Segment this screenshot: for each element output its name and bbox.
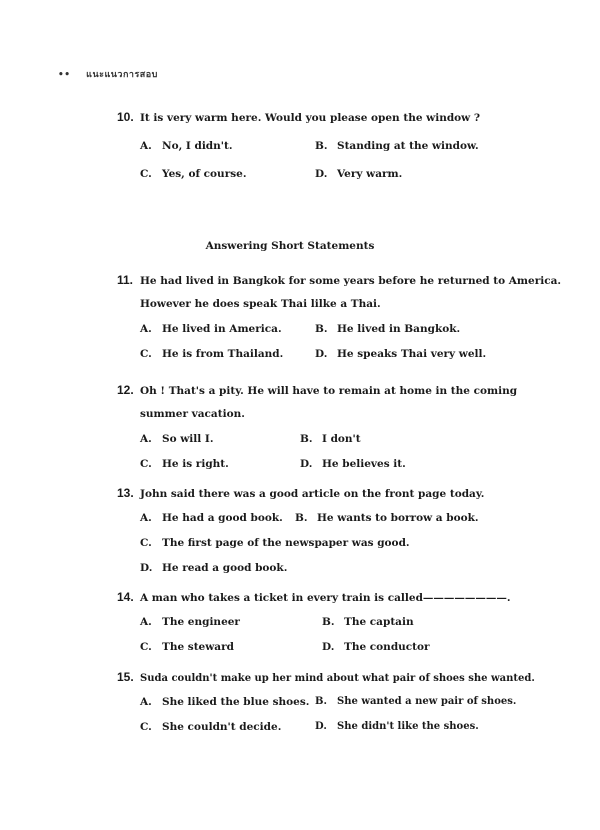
option-letter: D. [322,641,335,653]
option-d [140,562,287,574]
option-text: The conductor [344,641,430,653]
option-text: The first page of the newspaper was good. [162,537,410,549]
option-letter: A. [140,433,152,445]
option-b [322,616,414,628]
option-letter: B. [315,140,328,152]
option-letter: A. [140,512,152,524]
question-13 [117,486,484,500]
option-text: He is from Thailand. [162,348,284,360]
question-number: 13. [117,486,134,500]
option-b [315,140,479,152]
option-text: Yes, of course. [162,168,247,180]
question-text-continued: However he does speak Thai lilke a Thai. [140,298,381,310]
question-text: John said there was a good article on the front page today. [140,488,485,500]
question-12 [117,383,517,397]
option-d [322,641,430,653]
option-letter: B. [315,696,327,707]
option-c [140,721,281,733]
option-text: She didn't like the shoes. [337,721,479,732]
option-text: She liked the blue shoes. [162,696,310,708]
question-text: He had lived in Bangkok for some years before he returned to America. [140,275,562,287]
option-text: She wanted a new pair of shoes. [337,696,517,707]
option-letter: C. [140,537,152,549]
question-text: It is very warm here. Would you please open the window ? [140,112,481,124]
question-11 [117,273,561,287]
option-c [140,537,410,549]
question-number: 14. [117,590,134,604]
option-text: He lived in America. [162,323,282,335]
option-text: The steward [162,641,234,653]
section-title-text: Answering Short Statements [205,240,375,252]
question-text: Suda couldn't make up her mind about what pair of shoes she wanted. [140,673,535,684]
option-letter: D. [140,562,153,574]
option-letter: B. [295,512,308,524]
option-letter: B. [300,433,313,445]
option-text: He wants to borrow a book. [317,512,479,524]
option-text: He believes it. [322,458,406,470]
option-a [140,616,240,628]
option-text: I don't [322,433,361,445]
option-a [140,512,283,524]
option-text: He had a good book. [162,512,283,524]
option-a [140,696,309,708]
option-letter: D. [315,168,328,180]
option-letter: B. [315,323,328,335]
question-text: Oh ! That's a pity. He will have to remain at home in the coming [140,385,518,397]
option-letter: D. [315,348,328,360]
option-letter: D. [300,458,313,470]
option-text: No, I didn't. [162,140,233,152]
option-a [140,323,282,335]
question-10 [117,110,480,124]
option-letter: C. [140,641,152,653]
option-text: He read a good book. [162,562,288,574]
option-d [315,168,402,180]
option-letter: B. [322,616,335,628]
option-c [140,458,229,470]
option-text: So will I. [162,433,214,445]
option-b [315,696,516,707]
option-d [315,348,486,360]
option-c [140,348,283,360]
option-c [140,641,234,653]
question-text-continued: summer vacation. [140,408,245,420]
option-text: She couldn't decide. [162,721,282,733]
option-letter: C. [140,168,152,180]
question-14 [117,590,511,604]
option-c [140,168,246,180]
option-letter: C. [140,348,152,360]
question-number: 11. [117,273,134,287]
option-letter: A. [140,323,152,335]
option-text: The engineer [162,616,240,628]
question-15 [117,670,535,684]
header-title: แนะแนวการสอบ [86,70,158,80]
option-letter: A. [140,696,152,708]
option-d [315,721,479,732]
question-number: 15. [117,670,134,684]
question-number: 10. [117,110,134,124]
question-number: 12. [117,383,134,397]
option-text: Standing at the window. [337,140,479,152]
option-letter: A. [140,616,152,628]
page-header [58,67,158,81]
option-letter: C. [140,721,152,733]
section-title [0,240,600,252]
option-letter: C. [140,458,152,470]
page-number: •• [58,70,71,80]
option-d [300,458,406,470]
option-letter: A. [140,140,152,152]
option-text: He lived in Bangkok. [337,323,461,335]
option-b [295,512,479,524]
question-text: A man who takes a ticket in every train is called————————. [140,592,511,604]
option-a [140,140,233,152]
option-b [315,323,460,335]
option-text: Very warm. [337,168,403,180]
option-text: The captain [344,616,414,628]
option-a [140,433,213,445]
option-text: He speaks Thai very well. [337,348,487,360]
option-b [300,433,361,445]
option-text: He is right. [162,458,229,470]
option-letter: D. [315,721,327,732]
